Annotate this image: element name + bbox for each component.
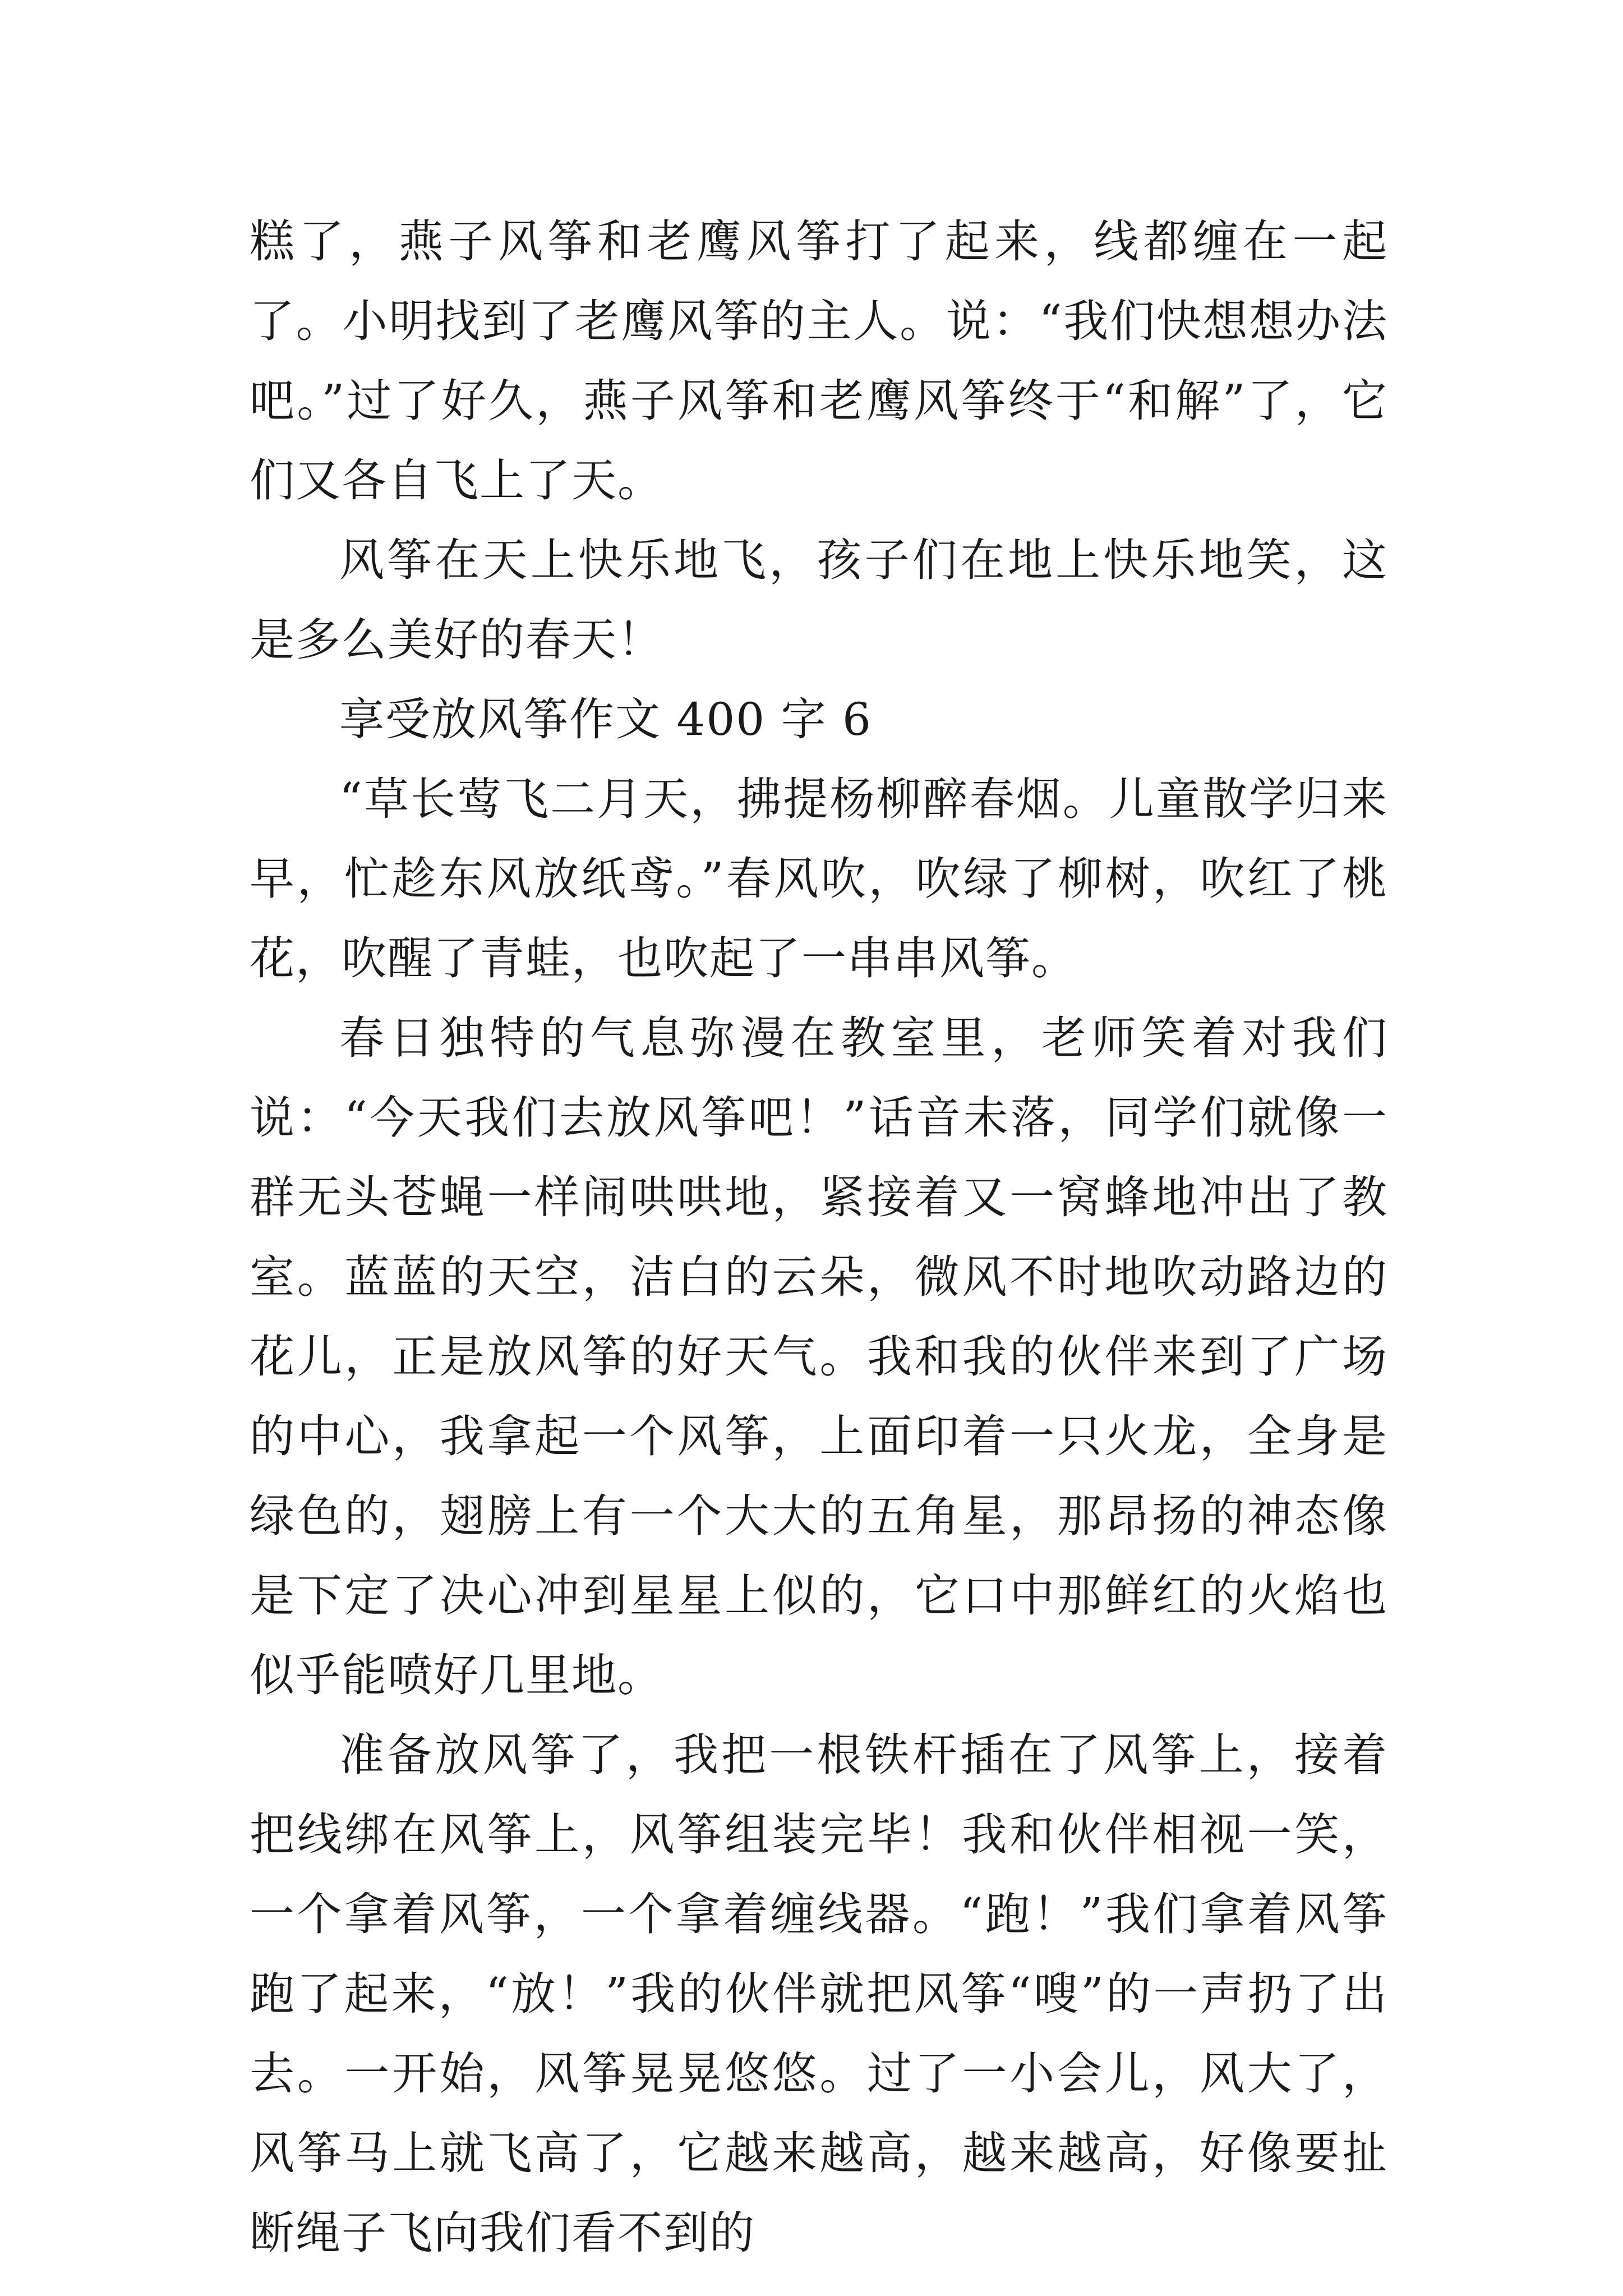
paragraph-classroom: 春日独特的气息弥漫在教室里，老师笑着对我们说：“今天我们去放风筝吧！”话音未落，同学们就像一群无头苍蝇一样闹哄哄地，紧接着又一窝蜂地冲出了教室。蓝蓝的天空，洁白的云朵，微风不时地吹动路边的花儿，正是放风筝的好天气。我和我的伙伴来到了广场的中心，我拿起一个风筝，上面印着一只火龙，全身是绿色的，翅膀上有一个大大的五角星，那昂扬的神态像是下定了决心冲到星星上似的，它口中那鲜红的火焰也似乎能喷好几里地。 [250, 1012, 1388, 1701]
paragraph-flying-kite: 准备放风筝了，我把一根铁杆插在了风筝上，接着把线绑在风筝上，风筝组装完毕！我和伙伴相视一笑，一个拿着风筝，一个拿着缠线器。“跑！”我们拿着风筝跑了起来，“放！”我的伙伴就把风筝“嗖”的一声扔了出去。一开始，风筝晃晃悠悠。过了一小会儿，风大了，风筝马上就飞高了，它越来越高，越来越高，好像要扯断绳子飞向我们看不到的 [250, 1729, 1388, 2259]
paragraph-poem: “草长莺飞二月天，拂提杨柳醉春烟。儿童散学归来早，忙趁东风放纸鸢。”春风吹，吹绿了柳树，吹红了桃花，吹醒了青蛙，也吹起了一串串风筝。 [250, 773, 1388, 984]
essay-text [250, 202, 1388, 2273]
paragraph-continued: 糕了，燕子风筝和老鹰风筝打了起来，线都缠在一起了。小明找到了老鹰风筝的主人。说：“我们快想想办法吧。”过了好久，燕子风筝和老鹰风筝终于“和解”了，它们又各自飞上了天。 [250, 215, 1388, 507]
essay-heading: 享受放风筝作文 400 字 6 [339, 693, 872, 746]
paragraph-spring-ending: 风筝在天上快乐地飞，孩子们在地上快乐地笑，这是多么美好的春天！ [250, 534, 1388, 666]
